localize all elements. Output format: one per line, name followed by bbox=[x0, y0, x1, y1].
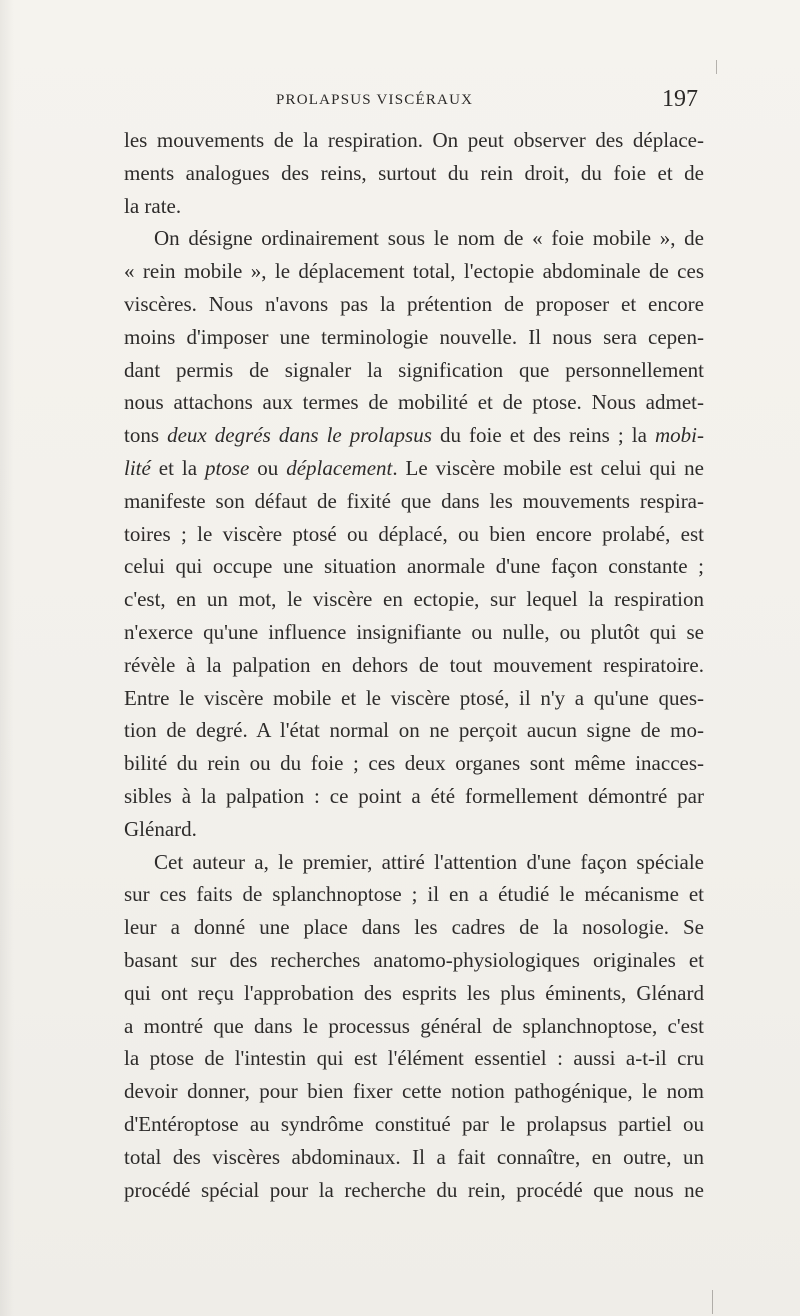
text-line bbox=[124, 354, 704, 387]
text-line bbox=[124, 1075, 704, 1108]
paragraph-start-line bbox=[124, 846, 704, 879]
text-run: a montré que dans le processus général de splanchnoptose, c'est bbox=[124, 1013, 704, 1038]
print-speck bbox=[716, 60, 717, 74]
text-run: leur a donné une place dans les cadres de la nosologie. Se bbox=[124, 915, 704, 940]
text-line bbox=[124, 255, 704, 288]
text-run: Glénard. bbox=[124, 816, 197, 841]
text-run: ments analogues des reins, surtout du rein droit, du foie et de bbox=[124, 160, 704, 185]
text-run: révèle à la palpation en dehors de tout mouvement respiratoire. bbox=[124, 652, 704, 677]
text-run: c'est, en un mot, le viscère en ectopie, sur lequel la respiration bbox=[124, 587, 704, 612]
text-line bbox=[124, 550, 704, 583]
text-line bbox=[124, 1108, 704, 1141]
text-line bbox=[124, 419, 704, 452]
running-title: PROLAPSUS VISCÉRAUX bbox=[276, 92, 474, 108]
text-run: celui qui occupe une situation anormale d'une façon constante ; bbox=[124, 554, 704, 579]
text-run: les mouvements de la respiration. On peut observer des déplace- bbox=[124, 128, 704, 152]
text-run: . Le viscère mobile est celui qui ne bbox=[392, 455, 705, 480]
text-run: manifeste son défaut de fixité que dans les mouvements respira- bbox=[124, 488, 704, 513]
text-run: On désigne ordinairement sous le nom de « foie mobile », de bbox=[154, 226, 704, 251]
text-line bbox=[124, 616, 704, 649]
text-line bbox=[124, 813, 704, 846]
text-line bbox=[124, 386, 704, 419]
text-run: total des viscères abdominaux. Il a fait connaître, en outre, un bbox=[124, 1144, 704, 1169]
text-run: d'Entéroptose au syndrôme constitué par le prolapsus partiel ou bbox=[124, 1111, 704, 1136]
paragraph-start-line bbox=[124, 222, 704, 255]
text-line bbox=[124, 518, 704, 551]
page-number: 197 bbox=[662, 86, 698, 112]
text-line bbox=[124, 747, 704, 780]
text-line bbox=[124, 977, 704, 1010]
text-run: tion de degré. A l'état normal on ne perçoit aucun signe de mo- bbox=[124, 718, 704, 743]
text-run: n'exerce qu'une influence insignifiante ou nulle, ou plutôt qui se bbox=[124, 619, 704, 644]
text-run: procédé spécial pour la recherche du rein, procédé que nous ne bbox=[124, 1177, 704, 1202]
print-speck bbox=[712, 1290, 713, 1314]
text-run: et la bbox=[150, 455, 205, 480]
text-run: viscères. Nous n'avons pas la prétention de proposer et encore bbox=[124, 291, 704, 316]
body-text bbox=[124, 124, 704, 1206]
text-line bbox=[124, 911, 704, 944]
text-line bbox=[124, 321, 704, 354]
text-line bbox=[124, 1174, 704, 1207]
text-run: ou bbox=[249, 455, 287, 480]
text-run: la rate. bbox=[124, 193, 182, 218]
text-line bbox=[124, 780, 704, 813]
text-run: devoir donner, pour bien fixer cette notion pathogénique, le nom bbox=[124, 1079, 704, 1104]
text-run: la ptose de l'intestin qui est l'élément essentiel : aussi a-t-il cru bbox=[124, 1046, 704, 1071]
text-run: moins d'imposer une terminologie nouvelle. Il nous sera cepen- bbox=[124, 324, 704, 349]
text-line bbox=[124, 190, 704, 223]
italic-run: ptose bbox=[205, 455, 250, 480]
text-line bbox=[124, 1042, 704, 1075]
text-run: bilité du rein ou du foie ; ces deux organes sont même inacces- bbox=[124, 751, 704, 776]
text-line bbox=[124, 682, 704, 715]
text-line bbox=[124, 649, 704, 682]
text-line bbox=[124, 288, 704, 321]
text-line bbox=[124, 878, 704, 911]
text-run: « rein mobile », le déplacement total, l'ectopie abdominale de ces bbox=[124, 259, 704, 284]
page-edge-shadow bbox=[0, 0, 14, 1316]
text-run: qui ont reçu l'approbation des esprits les plus éminents, Glénard bbox=[124, 980, 704, 1005]
text-line bbox=[124, 1010, 704, 1043]
text-run: sur ces faits de splanchnoptose ; il en a étudié le mécanisme et bbox=[124, 882, 704, 907]
italic-run: déplacement bbox=[286, 455, 393, 480]
text-line bbox=[124, 124, 704, 157]
text-run: dant permis de signaler la signification que personnellement bbox=[124, 357, 704, 382]
text-run: nous attachons aux termes de mobilité et de ptose. Nous admet- bbox=[124, 390, 704, 415]
text-line bbox=[124, 1141, 704, 1174]
text-line bbox=[124, 583, 704, 616]
italic-run: lité bbox=[124, 455, 151, 480]
text-run: toires ; le viscère ptosé ou déplacé, ou bien encore prolabé, est bbox=[124, 521, 704, 546]
text-run: basant sur des recherches anatomo-physiologiques originales et bbox=[124, 947, 704, 972]
text-line bbox=[124, 944, 704, 977]
text-line bbox=[124, 157, 704, 190]
italic-run: deux degrés dans le prolapsus bbox=[167, 423, 432, 448]
text-run: Entre le viscère mobile et le viscère ptosé, il n'y a qu'une ques- bbox=[124, 685, 704, 710]
text-line bbox=[124, 485, 704, 518]
text-line bbox=[124, 452, 704, 485]
text-run: Cet auteur a, le premier, attiré l'attention d'une façon spéciale bbox=[154, 849, 704, 874]
italic-run: mobi- bbox=[655, 423, 705, 448]
text-line bbox=[124, 714, 704, 747]
text-run: tons bbox=[124, 423, 168, 448]
page-header bbox=[0, 86, 800, 116]
text-run: sibles à la palpation : ce point a été formellement démontré par bbox=[124, 783, 704, 808]
text-run: du foie et des reins ; la bbox=[431, 423, 656, 448]
